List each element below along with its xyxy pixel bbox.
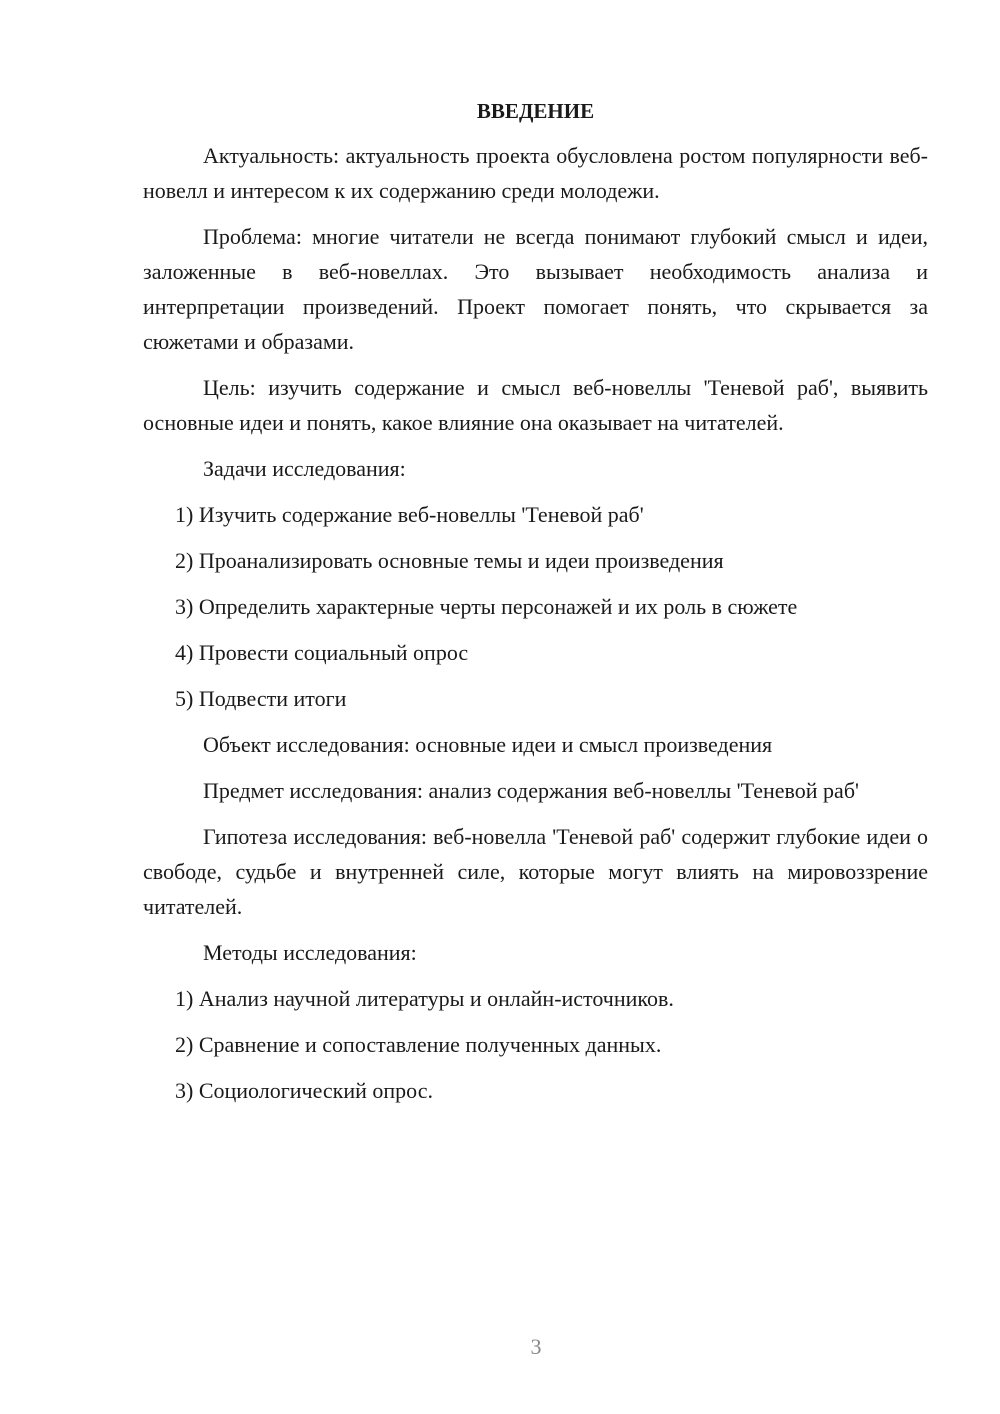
list-item: 3) Социологический опрос. (175, 1078, 433, 1103)
tasks-heading: Задачи исследования: (203, 456, 406, 481)
list-item: 2) Сравнение и сопоставление полученных данных. (175, 1032, 662, 1057)
hypothesis-paragraph: Гипотеза исследования: веб-новелла 'Теневой раб' содержит глубокие идеи о свободе, судьбе и внутренней силе, которые могут влиять на мировоззрение читателей. (143, 824, 928, 919)
list-item: 1) Изучить содержание веб-новеллы 'Теневой раб' (175, 502, 644, 527)
page-content (143, 96, 928, 1119)
relevance-paragraph: Актуальность: актуальность проекта обусловлена ростом популярности веб-новелл и интересом к их содержанию среди молодежи. (143, 143, 928, 203)
page-number: 3 (530, 1334, 542, 1359)
list-item: 4) Провести социальный опрос (175, 640, 469, 665)
problem-paragraph: Проблема: многие читатели не всегда понимают глубокий смысл и идеи, заложенные в веб-новеллах. Это вызывает необходимость анализа и интерпретации произведений. Проект помогает понять, что скрывается за сюжетами и образами. (143, 224, 928, 354)
methods-list (143, 981, 928, 1108)
list-item: 2) Проанализировать основные темы и идеи произведения (175, 548, 724, 573)
subject-paragraph: Предмет исследования: анализ содержания веб-новеллы 'Теневой раб' (203, 778, 859, 803)
list-item: 5) Подвести итоги (175, 686, 347, 711)
tasks-list (143, 497, 928, 716)
list-item: 3) Определить характерные черты персонажей и их роль в сюжете (175, 594, 798, 619)
goal-paragraph: Цель: изучить содержание и смысл веб-новеллы 'Теневой раб', выявить основные идеи и понять, какое влияние она оказывает на читателей. (143, 375, 928, 435)
list-item: 1) Анализ научной литературы и онлайн-источников. (175, 986, 674, 1011)
page-title: ВВЕДЕНИЕ (476, 99, 595, 123)
methods-heading: Методы исследования: (203, 940, 417, 965)
object-paragraph: Объект исследования: основные идеи и смысл произведения (203, 732, 773, 757)
